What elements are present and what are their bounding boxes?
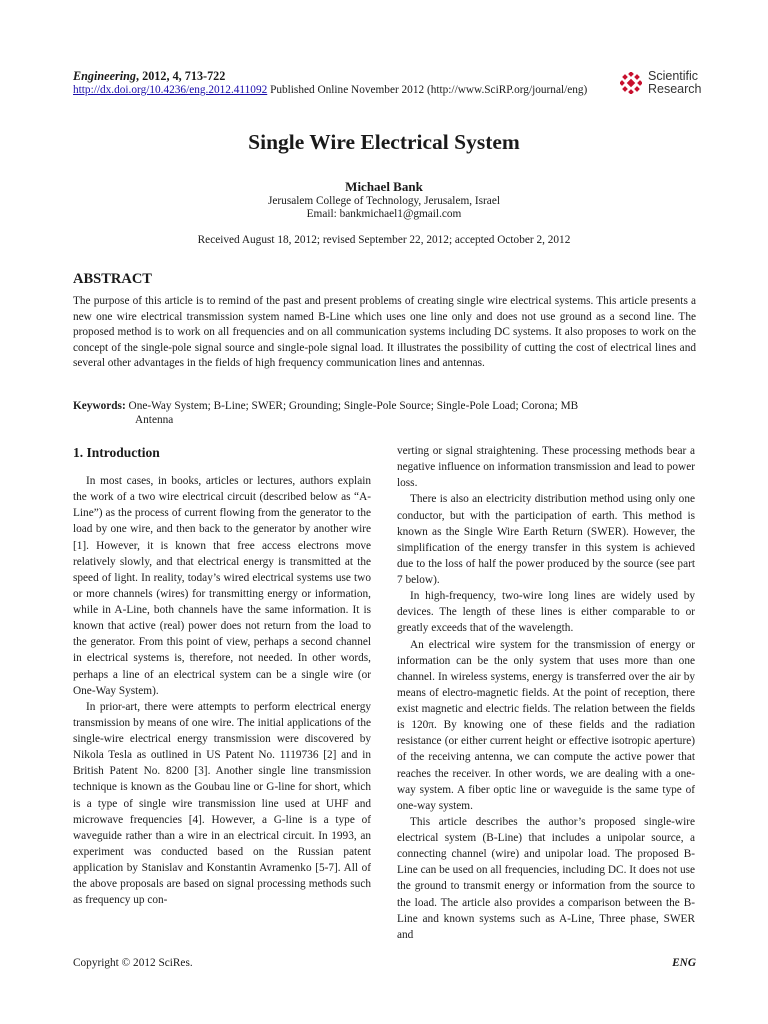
section-heading: 1. Introduction (73, 445, 160, 460)
paragraph: An electrical wire system for the transmission of energy or information can be the only system that uses more than one channel. In wireless systems, energy is transferred over the air by means of electro-magnetic fields. At the point of reception, there exist magnetic and electric fields. The relation between the fields is 120π. By knowing one of these fields and the radiation resistance (or either current height or effective isotropic aperture) of the receiving antenna, we can compute the active power that reaches the receiver. In other words, we are dealing with a one-way system. A fiber optic line or waveguide is the same type of one-way system. (397, 638, 695, 812)
paper-title: Single Wire Electrical System (248, 130, 520, 154)
abstract-heading: ABSTRACT (73, 271, 152, 287)
keywords-label: Keywords: (73, 400, 126, 412)
keywords-line-2: Antenna (135, 414, 174, 426)
keywords-line-1 (73, 399, 696, 413)
paragraph: In high-frequency, two-wire long lines are widely used by devices. The length of these lines is either comparable to or greatly exceeds that of the wavelength. (397, 590, 695, 635)
paragraph: In most cases, in books, articles or lectures, authors explain the work of a two wire electrical circuit (described below as “A-Line”) as the process of current flowing from the generator to the load by one wire, and then back to the generator by another wire [1]. However, it is known that free access electrons move relatively slowly, and that electrical energy is transmitted at the speed of light. In reality, today’s wired electrical systems use two or more channels (wires) for transmitting energy or information, while in A-Line, both channels have the same information. It is known that active (real) power does not return from the load to the generator. From this point of view, perhaps a second channel in electrical systems is, therefore, not needed. In other words, perhaps a line of an electrical system can be a single wire (or One-Way System). (73, 475, 371, 697)
publisher-logo (620, 70, 700, 100)
keywords (73, 399, 696, 427)
author-affiliation: Jerusalem College of Technology, Jerusalem, Israel (268, 195, 500, 207)
publisher-name-line2: Research (648, 82, 702, 96)
copyright-notice: Copyright © 2012 SciRes. (73, 957, 193, 969)
paragraph: This article describes the author’s proposed single-wire electrical system (B-Line) that includes a unipolar source, a connecting channel (wire) and unipolar load. The proposed B-Line can be used on all frequencies, including DC. It does not use the ground to transmit energy or information from the source to the load. The article also provides a comparison between the B-Line and known systems such as A-Line, Three phase, SWER and (397, 815, 695, 941)
right-column (397, 443, 695, 943)
publisher-name (648, 70, 702, 96)
paragraph: verting or signal straightening. These processing methods bear a negative influence on information transmission and lead to power loss. (397, 445, 695, 490)
author-name: Michael Bank (345, 179, 423, 194)
doi-link[interactable]: http://dx.doi.org/10.4236/eng.2012.411092 (73, 84, 268, 96)
received-dates: Received August 18, 2012; revised September 22, 2012; accepted October 2, 2012 (197, 234, 571, 246)
abstract-text: The purpose of this article is to remind of the past and present problems of creating single wire electrical systems. This article presents a new one wire electrical transmission system named B-Line which uses one line only and does not use ground as a second line. The proposed method is to work on all frequencies and on all communication systems including DC systems. It also proposes to work on the concept of the single-pole signal source and single-pole signal load. It illustrates the possibility of cutting the cost of electrical lines and several other advantages in the fields of high frequency communication lines and antennas. (73, 295, 696, 370)
paragraph: In prior-art, there were attempts to perform electrical energy transmission by means of one wire. The initial applications of the single-wire electrical energy transmission were discovered by Nikola Tesla as outlined in US Patent No. 1119736 [2] and in British Patent No. 8200 [3]. Another single line transmission technique is known as the Goubau line or G-line for short, which is a type of single wire transmission line used at UHF and microwave frequencies [4]. However, a G-line is a type of waveguide rather than a wire in an electrical circuit. In 1993, an experiment was conducted based on the Russian patent application by Stanislav and Konstantin Avramenko [5-7]. All of the above proposals are based on signal processing methods such as frequency up con- (73, 700, 371, 907)
keywords-list: One-Way System; B-Line; SWER; Grounding; Single-Pole Source; Single-Pole Load; Corona; MB (125, 400, 579, 412)
publisher-name-line1: Scientific (648, 69, 699, 83)
journal-citation (73, 69, 225, 84)
left-column (73, 443, 371, 908)
journal-abbreviation: ENG (672, 957, 696, 969)
published-text: Published Online November 2012 (http://www.SciRP.org/journal/eng) (267, 84, 588, 96)
journal-name: Engineering (73, 69, 136, 83)
journal-details: , 2012, 4, 713-722 (136, 69, 226, 83)
paragraph: There is also an electricity distribution method using only one conductor, but with the participation of earth. This method is known as the Single Wire Earth Return (SWER). However, the simplification of the energy transfer in this system is achieved due to the loss of half the power produced by the source (see part 7 below). (397, 493, 695, 586)
publisher-logo-icon (620, 72, 642, 94)
author-email: Email: bankmichael1@gmail.com (306, 208, 462, 220)
publication-line (73, 84, 587, 96)
